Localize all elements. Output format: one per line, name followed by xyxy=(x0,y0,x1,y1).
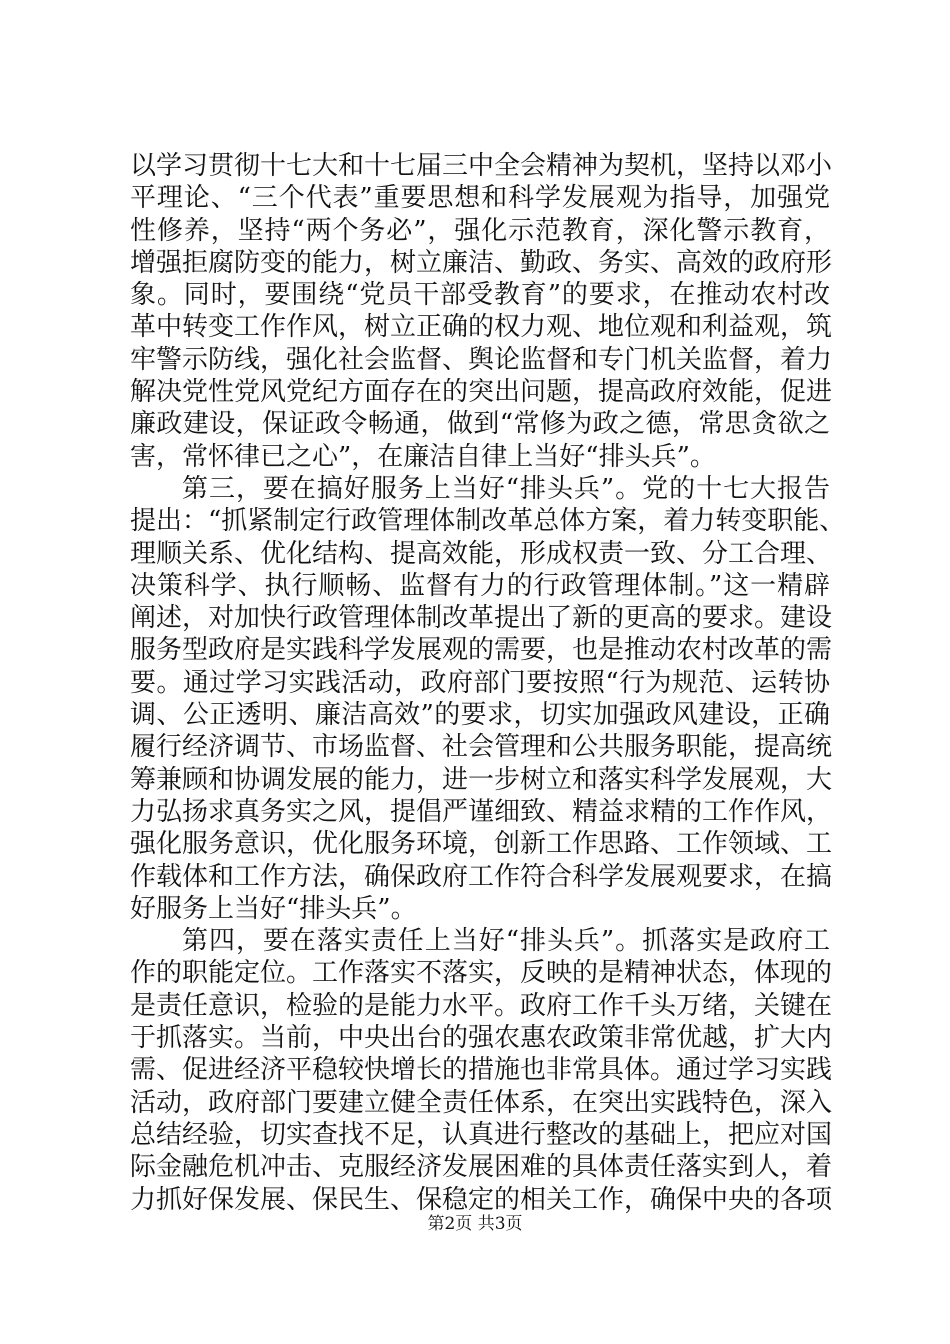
text-line: 强化服务意识，优化服务环境，创新工作思路、工作领域、工 xyxy=(130,829,833,860)
text-line: 总结经验，切实查找不足，认真进行整改的基础上，把应对国 xyxy=(130,1119,833,1150)
text-line: 服务型政府是实践科学发展观的需要，也是推动农村改革的需 xyxy=(130,635,833,666)
text-line: 际金融危机冲击、克服经济发展困难的具体责任落实到人，着 xyxy=(130,1152,833,1183)
paragraph-start-line: 第三，要在搞好服务上当好“排头兵”。党的十七大报告 xyxy=(182,473,830,504)
paragraph-start-line: 第四，要在落实责任上当好“排头兵”。抓落实是政府工 xyxy=(182,926,830,957)
text-line: 革中转变工作作风，树立正确的权力观、地位观和利益观，筑 xyxy=(130,312,833,343)
page-number-footer: 第2页 共3页 xyxy=(427,1214,523,1234)
text-line: 履行经济调节、市场监督、社会管理和公共服务职能，提高统 xyxy=(130,732,833,763)
text-line: 廉政建设，保证政令畅通，做到“常修为政之德，常思贪欲之 xyxy=(130,409,830,440)
text-line: 调、公正透明、廉洁高效”的要求，切实加强政风建设，正确 xyxy=(130,700,830,731)
text-line: 作载体和工作方法，确保政府工作符合科学发展观要求，在搞 xyxy=(130,861,833,892)
text-line: 增强拒腐防变的能力，树立廉洁、勤政、务实、高效的政府形 xyxy=(130,247,833,278)
text-line: 阐述，对加快行政管理体制改革提出了新的更高的要求。建设 xyxy=(130,603,833,634)
text-line: 理顺关系、优化结构、提高效能，形成权责一致、分工合理、 xyxy=(130,538,833,569)
text-line: 要。通过学习实践活动，政府部门要按照“行为规范、运转协 xyxy=(130,667,830,698)
text-line: 牢警示防线，强化社会监督、舆论监督和专门机关监督，着力 xyxy=(130,344,833,375)
text-line: 象。同时，要围绕“党员干部受教育”的要求，在推动农村改 xyxy=(130,280,830,311)
body-text xyxy=(130,150,846,1216)
text-line: 是责任意识，检验的是能力水平。政府工作千头万绪，关键在 xyxy=(130,990,833,1021)
text-line: 筹兼顾和协调发展的能力，进一步树立和落实科学发展观，大 xyxy=(130,764,833,795)
text-line: 需、促进经济平稳较快增长的措施也非常具体。通过学习实践 xyxy=(130,1055,833,1086)
text-line: 作的职能定位。工作落实不落实，反映的是精神状态，体现的 xyxy=(130,958,833,989)
text-line: 平理论、“三个代表”重要思想和科学发展观为指导，加强党 xyxy=(130,183,830,214)
text-line: 决策科学、执行顺畅、监督有力的行政管理体制。”这一精辟 xyxy=(130,570,830,601)
text-line: 解决党性党风党纪方面存在的突出问题，提高政府效能，促进 xyxy=(130,377,833,408)
text-line: 力弘扬求真务实之风，提倡严谨细致、精益求精的工作作风， xyxy=(130,796,833,827)
text-line: 活动，政府部门要建立健全责任体系，在突出实践特色，深入 xyxy=(130,1087,833,1118)
text-line: 提出：“抓紧制定行政管理体制改革总体方案，着力转变职能、 xyxy=(130,506,846,537)
text-line: 以学习贯彻十七大和十七届三中全会精神为契机，坚持以邓小 xyxy=(130,151,833,181)
text-line: 于抓落实。当前，中央出台的强农惠农政策非常优越，扩大内 xyxy=(130,1023,833,1054)
text-line: 力抓好保发展、保民生、保稳定的相关工作，确保中央的各项 xyxy=(130,1184,833,1215)
text-line: 性修养，坚持“两个务必”，强化示范教育，深化警示教育， xyxy=(130,215,830,246)
text-line: 好服务上当好“排头兵”。 xyxy=(130,893,417,924)
text-line: 害，常怀律已之心”，在廉洁自律上当好“排头兵”。 xyxy=(130,441,716,472)
